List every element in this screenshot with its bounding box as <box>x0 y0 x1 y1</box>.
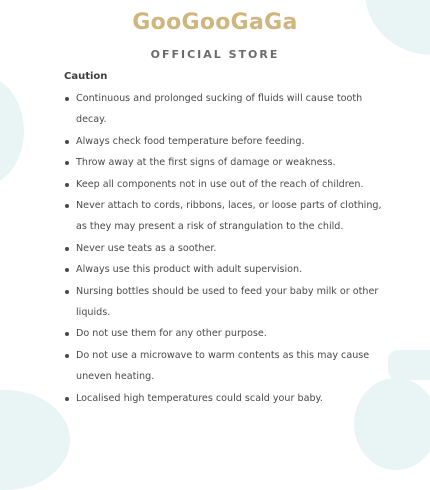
list-item-text: Never use teats as a soother. <box>76 242 217 254</box>
bullet-icon <box>65 183 69 187</box>
store-header <box>0 0 430 62</box>
bullet-icon <box>65 204 69 208</box>
bullet-icon <box>65 397 69 401</box>
brand-logo: GooGooGaGa <box>132 10 298 35</box>
list-item <box>64 195 384 238</box>
list-item-text: Continuous and prolonged sucking of fluids will cause tooth decay. <box>76 93 363 126</box>
list-item-text: Keep all components not in use out of the reach of children. <box>76 178 364 190</box>
bullet-icon <box>65 247 69 251</box>
list-item <box>64 174 384 195</box>
list-item <box>64 345 384 388</box>
list-item <box>64 388 384 409</box>
list-item <box>64 152 384 173</box>
list-item-text: Throw away at the first signs of damage or weakness. <box>76 157 336 169</box>
list-item-text: Nursing bottles should be used to feed your baby milk or other liquids. <box>76 285 379 319</box>
list-item <box>64 238 384 259</box>
bullet-icon <box>65 290 69 294</box>
caution-heading: Caution <box>64 71 108 82</box>
decorative-shape-bottom-left <box>0 390 70 490</box>
list-item <box>64 259 384 280</box>
decorative-shape-left <box>0 76 24 186</box>
decorative-shape-bottom-right-tab <box>388 350 430 380</box>
bullet-icon <box>65 268 69 272</box>
list-item-text: Never attach to cords, ribbons, laces, or loose parts of clothing, as they may present a risk of strangulation to the child. <box>76 200 382 233</box>
bullet-icon <box>65 140 69 144</box>
bullet-icon <box>65 97 69 101</box>
list-item <box>64 131 384 152</box>
bullet-icon <box>65 332 69 336</box>
list-item-text: Do not use a microwave to warm contents as this may cause uneven heating. <box>76 349 370 383</box>
list-item <box>64 88 384 131</box>
list-item-text: Do not use them for any other purpose. <box>76 328 267 340</box>
caution-section <box>64 69 384 409</box>
list-item <box>64 281 384 324</box>
list-item <box>64 323 384 344</box>
list-item-text: Localised high temperatures could scald your baby. <box>76 392 323 404</box>
bullet-icon <box>65 354 69 358</box>
store-subtitle: OFFICIAL STORE <box>150 48 280 61</box>
caution-list <box>64 88 384 409</box>
list-item-text: Always check food temperature before feeding. <box>76 135 305 147</box>
bullet-icon <box>65 161 69 165</box>
list-item-text: Always use this product with adult supervision. <box>76 264 303 276</box>
